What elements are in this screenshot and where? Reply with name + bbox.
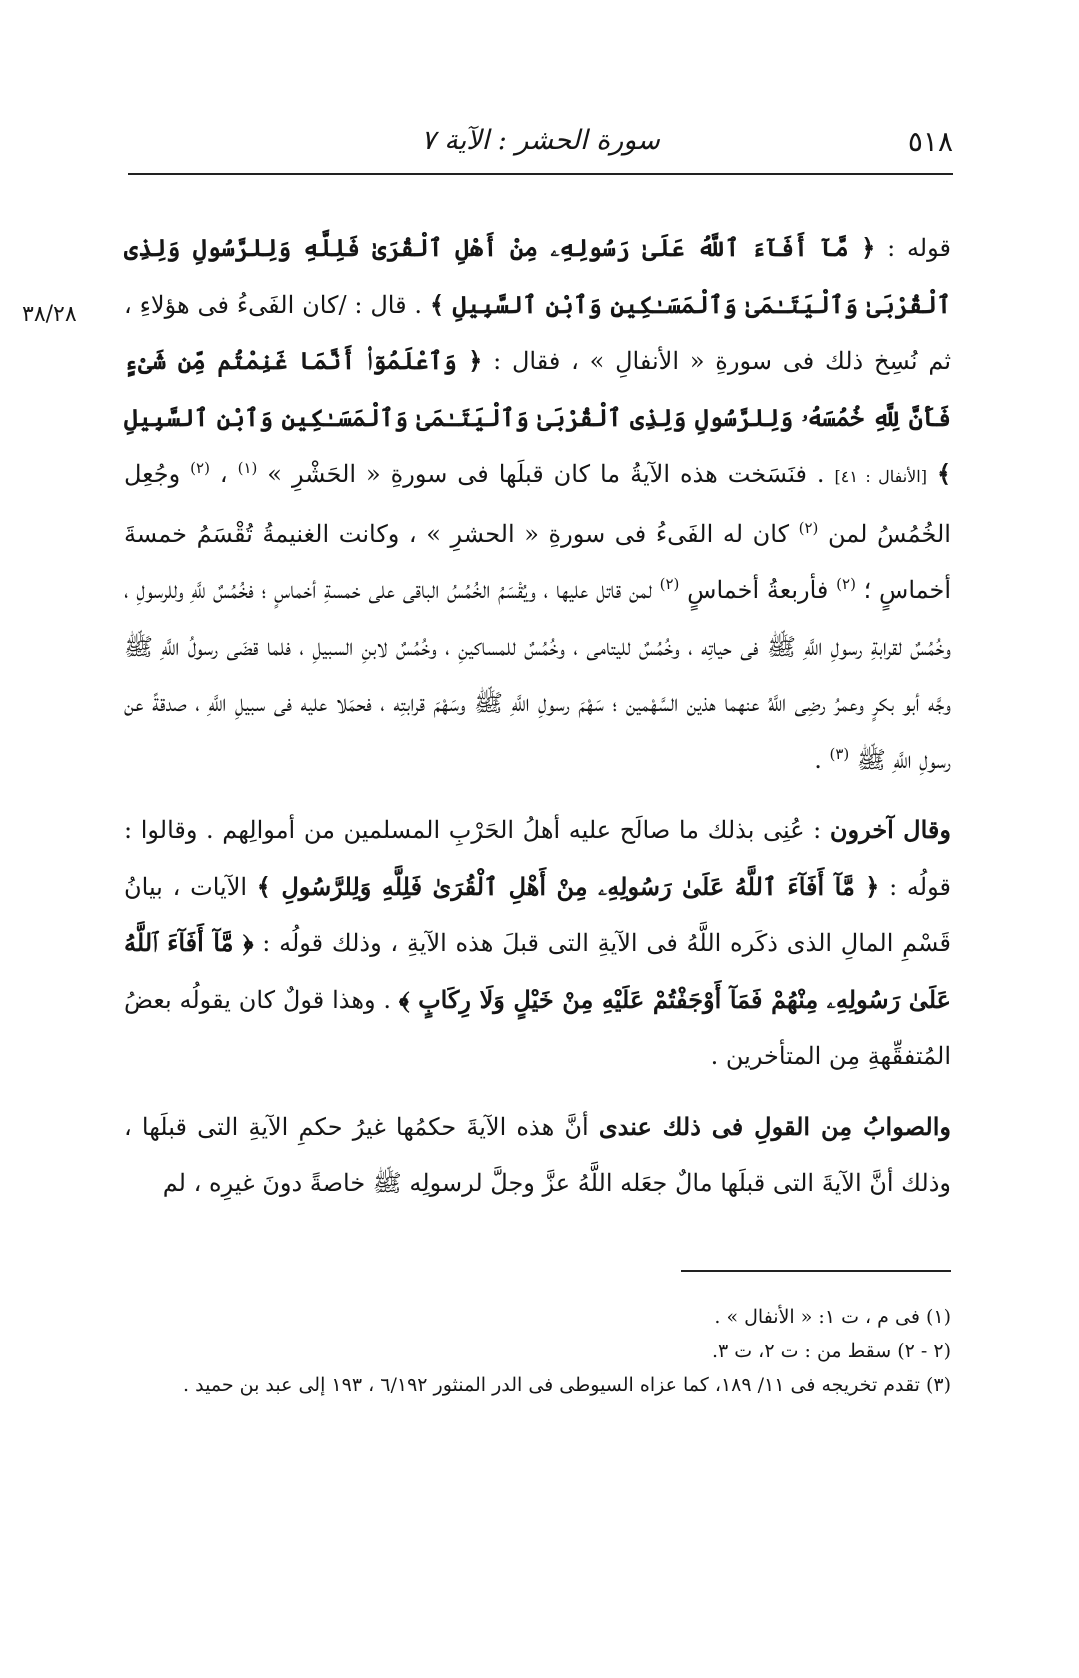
header-title: سورة الحشر : الآية ٧ xyxy=(421,125,660,156)
quran-verse: ﴿ مَّآ أَفَآءَ ٱللَّهُ عَلَىٰ رَسُولِهِۦ مِنْ أَهْلِ ٱلْقُرَىٰ فَلِلَّهِ وَلِلرَّسُولِ ﴾ xyxy=(256,871,880,901)
text-run: . قال : /كان الفَىءُ فى هؤلاءِ ، ثم نُسِخ ذلك فى سورةِ « الأنفالِ » ، فقال : xyxy=(124,290,952,375)
footnote-ref[interactable]: (١) xyxy=(237,459,258,477)
paragraph-lead: وقال آخرون xyxy=(829,815,951,844)
quran-verse: ﴿ مَّآ أَفَآءَ ٱللَّهُ عَلَىٰ رَسُولِهِۦ مِنْ أَهْلِ ٱلْقُرَىٰ فَلِلَّهِ وَلِلرَّسُولِ وَلِذِى ٱلْقُرْبَىٰ وَٱلْيَتَـٰمَىٰ وَٱلْمَسَـٰكِينِ وَٱبْنِ ٱلسَّبِيلِ ﴾ xyxy=(124,233,952,319)
text-run: أنَّ هذه الآيةَ حكمُها غيرُ حكمِ الآيةِ التى قبلَها ، وذلك أنَّ الآيةَ التى قبلَها مالٌ جعَله اللَّهُ عزَّ وجلَّ لرسولِه ﷺ خاصةً دونَ غيرِه ، لم xyxy=(124,1112,951,1197)
running-header xyxy=(128,125,953,175)
verse-citation: [الأنفال : ٤١] xyxy=(834,467,927,486)
text-run: . فنَسَخت هذه الآيةُ ما كان قبلَها فى سورةِ « الحَشْرِ » xyxy=(257,460,825,488)
footnotes xyxy=(124,1300,951,1402)
paragraph-3 xyxy=(124,1099,951,1212)
footnote-ref[interactable]: (٢) xyxy=(659,575,680,593)
text-run: فأربعةُ أخماسٍ xyxy=(687,576,829,604)
paragraph-2 xyxy=(124,802,951,1085)
text-run: : عُنِى بذلك ما صالَح عليه أهلُ الحَرْبِ المسلمين من أموالِهم . وقالوا : قولُه : xyxy=(124,816,951,901)
margin-reference: ٣٨/٢٨ xyxy=(22,302,77,327)
text-run: كان له الفَىءُ فى سورةِ « الحشرِ » ، وكانت الغنيمةُ تُقْسَمُ خمسةَ أخماسٍ ؛ xyxy=(124,519,952,604)
footnote-3: (٣) تقدم تخريجه فى ١١/ ١٨٩، كما عزاه السيوطى فى الدر المنثور ٦/١٩٢ ، ١٩٣ إلى عبد بن حميد . xyxy=(183,1374,951,1396)
footnote-2: (٢ - ٢) سقط من : ت ٢، ت ٣. xyxy=(711,1340,951,1362)
quran-verse: ﴿ وَٱعْلَمُوٓا۟ أَنَّمَا غَنِمْتُم مِّن شَىْءٍ فَأَنَّ لِلَّهِ خُمُسَهُۥ وَلِلرَّسُولِ وَلِذِى ٱلْقُرْبَىٰ وَٱلْيَتَـٰمَىٰ وَٱلْمَسَـٰكِينِ وَٱبْنِ ٱلسَّبِيلِ ﴾ xyxy=(124,346,951,488)
footnote-1: (١) فى م ، ت ١: « الأنفال » . xyxy=(714,1306,951,1328)
footnote-ref[interactable]: (٢) xyxy=(798,518,819,537)
footnote-rule xyxy=(681,1270,951,1272)
quran-verse: ﴿ مَّآ أَفَآءَ ٱللَّهُ عَلَىٰ رَسُولِهِۦ مِنْهُمْ فَمَآ أَوْجَفْتُمْ عَلَيْهِ مِنْ خَيْلٍ وَلَا رِكَابٍ ﴾ xyxy=(124,928,951,1014)
text-run: . xyxy=(814,745,822,774)
text-run: وجُعِل الخُمُسُ لمن xyxy=(124,460,951,548)
paragraph-1 xyxy=(124,220,951,788)
text-run: . وهذا قولٌ كان يقولُه بعضُ المُتفقِّهةِ مِن المتأخرين . xyxy=(124,985,951,1070)
text-run: ، xyxy=(209,460,228,488)
text-run: لمن قاتل عليها ، ويُقْسَمُ الخُمُسُ الباقى على خمسةِ أخماسٍ ؛ فخُمُسٌ للَّهِ وللرسولِ ، وخُمُسٌ لقرابةِ رسولِ اللَّهِ ﷺ فى حياتِه ، وخُمُسٌ لليتامى ، وخُمُسٌ للمساكينِ ، وخُمُسٌ لابنِ السبيلِ ، فلما قضَى رسولُ اللَّهِ ﷺ وجَّه أبو بكرٍ وعمرُ رضِى اللَّهُ عنهما هذين السَّهْمين ؛ سَهْمَ رسولِ اللَّهِ ﷺ وسَهْمَ قرابتِه ، فحمَلا عليه فى سبيلِ اللَّهِ ، صدقةً عن رسولِ اللَّهِ ﷺ xyxy=(124,576,951,774)
page-number: ٥١٨ xyxy=(907,125,953,158)
header-rule xyxy=(128,173,953,175)
footnote-ref[interactable]: (٢) xyxy=(190,459,210,477)
body-text xyxy=(124,220,951,1212)
footnote-ref[interactable]: (٣) xyxy=(829,744,850,763)
paragraph-lead: والصوابُ مِن القولِ فى ذلك عندى xyxy=(598,1111,951,1141)
text-run: الآيات ، بيانُ قَسْمِ المالِ الذى ذكَره اللَّهُ فى الآيةِ التى قبلَ هذه الآيةِ ، وذلك قولُه : xyxy=(124,872,952,957)
text-run: قوله : xyxy=(875,234,951,262)
footnote-ref[interactable]: (٢) xyxy=(836,575,856,593)
